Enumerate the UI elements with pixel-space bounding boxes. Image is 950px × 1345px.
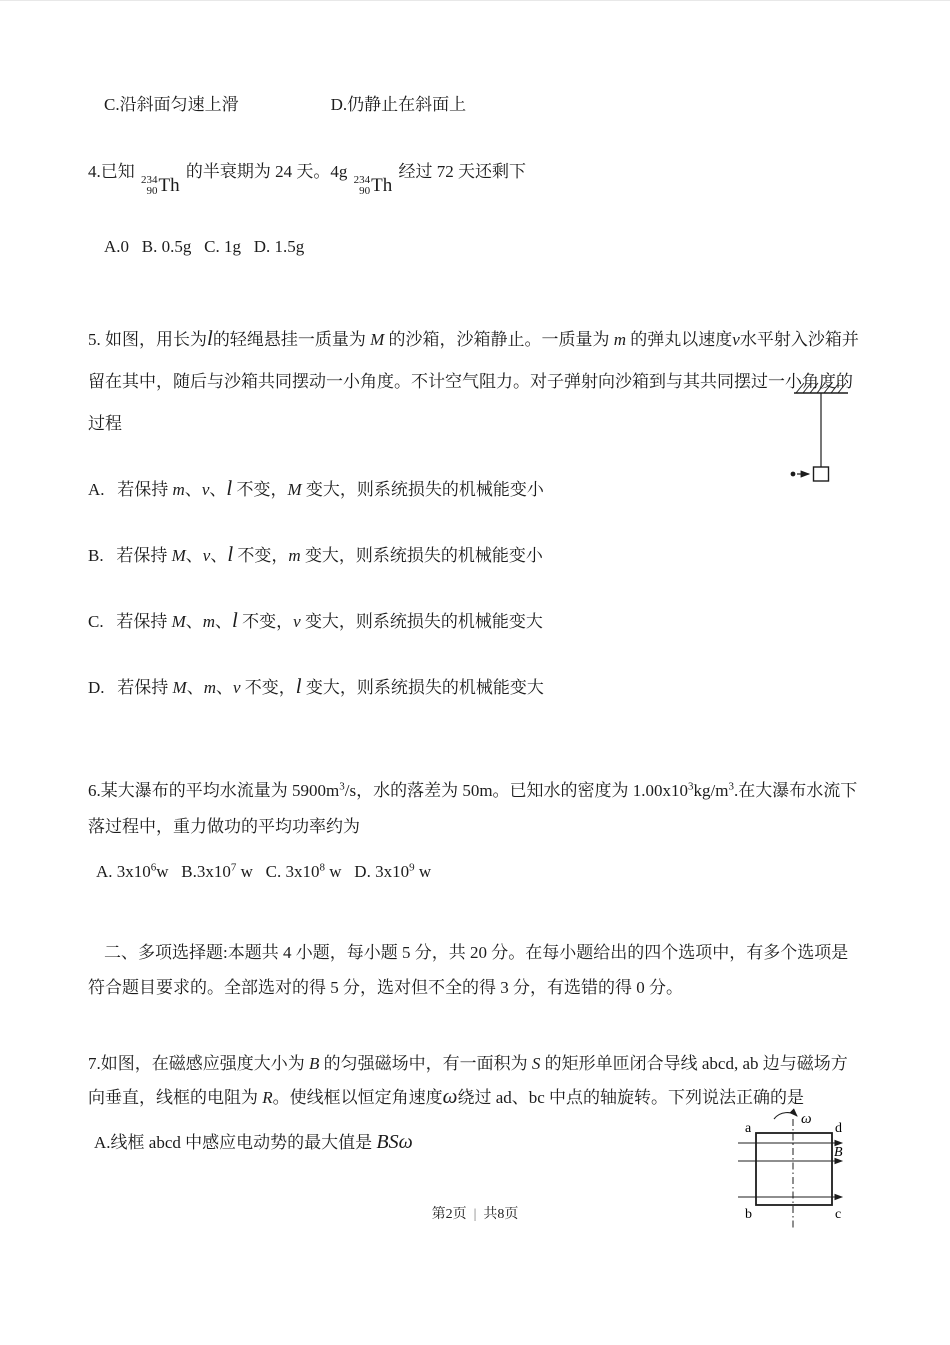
q5-option-c [88,601,862,643]
q5-text: 、 [209,480,227,499]
q5-text: 不变， [232,480,288,499]
q6-text: 6.某大瀑布的平均水流量为 5900m [88,781,340,800]
q6-text: w D. 3x10 [325,862,410,881]
q5-text: 、 [215,678,233,697]
element-symbol: Th [158,175,180,196]
math-var-m: m [172,480,185,499]
q5-text: 、 [185,546,203,565]
page-number: 第2页 [431,1207,467,1222]
math-var-m: m [288,546,301,565]
question-6-stem [88,773,862,845]
question-5-stem [88,319,862,445]
atomic-number: 90 [359,185,371,197]
exponent: 6 [150,861,157,874]
q7-text: 。使线框以恒定角速度 [272,1088,443,1107]
isotope-numbers [354,175,371,197]
q7-text: 的匀强磁场中，有一面积为 [319,1054,532,1073]
omega-label: ω [801,1111,812,1127]
exponent: 8 [319,861,326,874]
q4-text: 4.已知 [88,162,139,181]
ceiling-hatch [796,383,846,393]
math-var-m: m [202,612,216,631]
question-5 [88,319,862,709]
bullet-dot [791,472,796,477]
math-var-l: l [295,674,302,698]
math-var-v: v [232,678,241,697]
q5-option-d [88,667,862,709]
question-6-options [88,857,862,887]
q6-text: w C. 3x10 [236,862,320,881]
math-var-l: l [232,608,238,632]
q6-text: w [414,862,432,881]
isotope-notation [141,171,180,201]
question-6 [88,773,862,887]
q5-text: B. 若保持 [88,546,172,565]
math-var-R: R [262,1088,273,1107]
q3-option-d: D.仍静止在斜面上 [330,95,467,114]
q5-option-a [88,469,862,511]
q5-text: 不变， [233,546,289,565]
corner-label-a: a [745,1121,752,1136]
mass-number: 234 [141,174,158,186]
corner-label-d: d [835,1121,842,1136]
q5-text: 不变， [237,612,294,631]
q6-text: A. 3x10 [96,862,151,881]
q4-text: 经过 72 天还剩下 [394,162,526,181]
q5-text: 的沙箱，沙箱静止。一质量为 [384,330,614,349]
q5-text: 水平射入沙箱并留在其中，随后与沙箱共同摆动一小角度。不计空气阻力。对子弹射向沙箱到与其共同摆过一小角度的过程 [88,330,859,433]
q7-text: 的矩形单匝闭合导线 abcd, ab 边与磁场方向垂直，线框的电阻为 [88,1054,848,1107]
exponent: 3 [728,780,734,793]
q5-text: 5. 如图，用长为 [88,330,207,349]
exponent: 3 [339,780,345,793]
question-7-stem [88,1047,862,1115]
math-var-S: S [531,1054,541,1073]
q5-text: D. 若保持 [88,678,173,697]
q7-text: 绕过 ad、bc 中点的轴旋转。下列说法正确的是 [457,1088,805,1107]
q6-text: /s，水的落差为 50m。已知水的密度为 1.00x10 [344,781,689,800]
isotope-numbers [141,175,158,197]
math-var-l: l [207,326,213,350]
math-var-v: v [202,546,211,565]
math-var-omega: ω [442,1084,458,1108]
mass-number: 234 [353,174,371,186]
math-var-v: v [732,330,740,349]
math-var-m: m [203,678,216,697]
isotope-notation [354,171,393,201]
question-4-options: A.0 B. 0.5g C. 1g D. 1.5g [104,237,305,256]
q5-text: A. 若保持 [88,480,173,499]
math-var-l: l [226,476,233,500]
q6-text: .在大瀑布水流下落过程中，重力做功的平均功率约为 [88,781,858,836]
q3-option-c: C.沿斜面匀速上滑 [104,95,239,114]
question-4-stem [88,157,862,201]
q5-text: 、 [186,678,204,697]
page-total: 共8页 [483,1207,519,1222]
corner-label-c: c [835,1207,842,1222]
footer-separator: | [473,1207,477,1222]
q5-text: 变大，则系统损失的机械能变大 [300,612,543,631]
page-footer [0,1203,950,1223]
math-var-m: m [613,330,627,349]
q5-text: 的弹丸以速度 [626,330,733,349]
q5-text: 的轻绳悬挂一质量为 [212,330,371,349]
math-var-M: M [171,546,186,565]
math-var-B: B [309,1054,320,1073]
rotation-arrow [774,1113,797,1119]
math-var-l: l [227,542,234,566]
element-symbol: Th [371,175,393,196]
wire-loop [756,1133,832,1205]
q5-text: 不变， [240,678,296,697]
q6-text: w B.3x10 [156,862,231,881]
section-2-header: 二、多项选择题:本题共 4 小题，每小题 5 分，共 20 分。在每小题给出的四个选项中，有多个选项是符合题目要求的。全部选对的得 5 分，选对但不全的得 3 分，有选错的得 0 分。 [88,943,849,997]
q5-text: 变大，则系统损失的机械能变小 [300,546,543,565]
math-var-M: M [172,678,187,697]
q5-text: C. 若保持 [88,612,172,631]
q5-text: 、 [215,612,233,631]
q5-option-b [88,535,862,577]
q5-text: 变大，则系统损失的机械能变小 [301,480,544,499]
math-var-M: M [171,612,186,631]
corner-label-b: b [745,1207,752,1222]
exponent: 7 [230,861,237,874]
q7-text: 7.如图，在磁感应强度大小为 [88,1054,309,1073]
question-3-options-cd [88,93,862,117]
q5-text: 、 [210,546,228,565]
field-label-B: B [834,1145,843,1160]
atomic-number: 90 [146,185,158,197]
q7-text: A.线框 abcd 中感应电动势的最大值是 [94,1133,377,1152]
q5-text: 变大，则系统损失的机械能变大 [301,678,544,697]
sandbox [814,467,829,481]
exponent: 3 [688,780,694,793]
pendulum-figure [786,377,854,489]
math-var-v: v [201,480,210,499]
math-var-v: v [293,612,301,631]
exponent: 9 [409,861,415,874]
q5-text: 、 [184,480,202,499]
math-var-M: M [287,480,302,499]
math-expr-BSomega: BSω [376,1131,413,1153]
q6-text: kg/m [693,781,729,800]
math-var-M: M [370,330,385,349]
q4-text: 的半衰期为 24 天。4g [181,162,352,181]
q5-text: 、 [185,612,203,631]
